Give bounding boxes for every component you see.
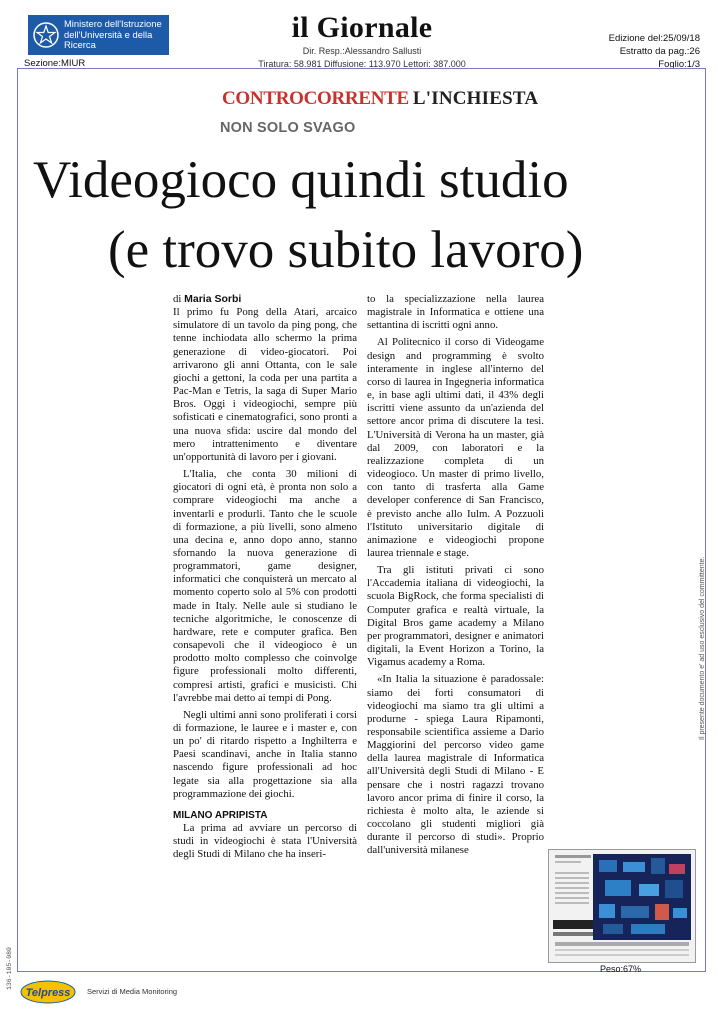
ministry-line-2: dell'Università e della <box>64 28 153 40</box>
paragraph: Tra gli istituti privati ci sono l'Accademia italiana di videogiochi, la scuola BigRock, che forma specialisti di Computer grafica e realtà virtuale, la Digital Bros game academy a Milano per programmatori, designer e animatori digitali, la Event Horizon a Torino, la Vigamus academy a Roma. <box>367 564 544 669</box>
author-name: Maria Sorbi <box>184 293 242 305</box>
edition-date: Edizione del:25/09/18 <box>608 33 700 44</box>
ministry-line-3: Ricerca <box>64 39 96 51</box>
byline <box>173 293 357 306</box>
page-thumbnail-image <box>549 850 695 962</box>
telpress-logo-text: Telpress <box>25 987 71 999</box>
kicker-label: L'INCHIESTA <box>412 88 539 109</box>
usage-disclaimer: Il presente documento e' ad uso esclusivo del committente. <box>699 556 706 740</box>
paragraph: L'Italia, che conta 30 milioni di giocatori di ogni età, è pronta non solo a comprare videogiochi ma anche a inventarli e produrli. Tanto che le scuole di formazione, a più livelli, sono almeno una decina e, anno dopo anno, stanno sfornando la nuova generazione di programmatori, game designer, informatici che conquisterà un mercato al momento coperto solo al 5% con prodotti made in Italy. Nelle aule si studiano le tecniche algoritmiche, le conoscenze di hardware, rete e computer grafica. Ben consapevoli che il videogioco è un prodotto molto complesso che coinvolge figure professionali molto differenti, compresi artisti, grafici e musicisti. Chi l'avrebbe mai detto ai tempi di Pong. <box>173 468 357 704</box>
paragraph: «In Italia la situazione è paradossale: siamo dei forti consumatori di videogiochi ma siamo tra gli ultimi a produrne - spiega Laura Ripamonti, responsabile scientifica assieme a Dario Maggiorini del percorso video game della laurea magistrale di Informatica all'Università degli Studi di Milano - E pensare che i nostri ragazzi trovano lavoro ancor prima di finire il corso, la richiesta è molto alta, le aziende si coccolano gli studenti migliori già durante il percorso di studi». Proprio dall'università milanese <box>367 673 544 857</box>
director-line: Dir. Resp.:Alessandro Sallusti <box>302 46 422 56</box>
section-subhead: MILANO APRIPISTA <box>173 809 268 821</box>
telpress-logo <box>20 980 76 1004</box>
page-thumbnail <box>548 849 696 963</box>
kicker-section: CONTROCORRENTE <box>222 88 409 109</box>
ministry-line-1: Ministero dell'Istruzione <box>64 18 162 30</box>
page-weight: Peso:67% <box>600 964 642 974</box>
article-column-right <box>367 293 544 858</box>
sheet-number: Foglio:1/3 <box>658 59 700 70</box>
paragraph: La prima ad avviare un percorso di studi in videogiochi è stata l'Università degli Studi di Milano che ha inseri- <box>173 822 357 861</box>
byline-prefix: di <box>173 293 182 305</box>
kicker <box>222 88 538 110</box>
article-column-left <box>173 293 357 862</box>
topic-label: NON SOLO SVAGO <box>220 120 356 136</box>
headline-line-2: (e trovo subito lavoro) <box>108 221 584 279</box>
paragraph: to la specializzazione nella laurea magistrale in Informatica e ottiene una settantina di iscritti ogni anno. <box>367 293 544 332</box>
document-code: 136-105-080 <box>6 947 13 990</box>
paragraph: Negli ultimi anni sono proliferati i corsi di formazione, le lauree e i master e, con un po' di ritardo rispetto a Inghilterra e Paesi scandinavi, anche in Italia stanno nascendo figure professionali ad hoc legate sia alla progettazione sia alla programmazione dei giochi. <box>173 708 357 800</box>
page-extract: Estratto da pag.:26 <box>619 46 700 57</box>
section-label: Sezione:MIUR <box>24 58 86 69</box>
circulation-line: Tiratura: 58.981 Diffusione: 113.970 Lettori: 387.000 <box>258 59 466 69</box>
paragraph: Al Politecnico il corso di Videogame design and programming è svolto interamente in inglese all'interno del corso di laurea in Ingegneria informatica e, in base agli ultimi dati, il 43% degli iscritti viene assunto da un'azienda del settore ancor prima di discutere la tesi. L'Università di Verona ha un master, già dal 2009, con laboratori e la realizzazione completa di un videogioco. Un master di primo livello, con tanto di trasferta alla Game developer conference di San Francisco, è previsto anche allo Iulm. A Pozzuoli l'Istituto universitario digitale di animazione e videogiochi propone laurea triennale e stage. <box>367 336 544 559</box>
newspaper-name: il Giornale <box>291 11 433 44</box>
headline-line-1: Videogioco quindi studio <box>33 151 569 209</box>
telpress-caption: Servizi di Media Monitoring <box>87 987 178 996</box>
paragraph: Il primo fu Pong della Atari, arcaico simulatore di un tavolo da ping pong, che tenne inchiodata allo schermo la prima generazione di video-giocatori. Poi arrivarono gli anni Ottanta, con le sale giochi a gettoni, la coda per una partita a Pac-Man e Tetris, la saga di Super Mario Bros. Oggi i videogiochi, sempre più sofisticati e cinematografici, sono pronti a una nuova sfida: uscire dal mondo del mero intrattenimento e diventare un'opportunità di lavoro per i giovani. <box>173 306 357 463</box>
